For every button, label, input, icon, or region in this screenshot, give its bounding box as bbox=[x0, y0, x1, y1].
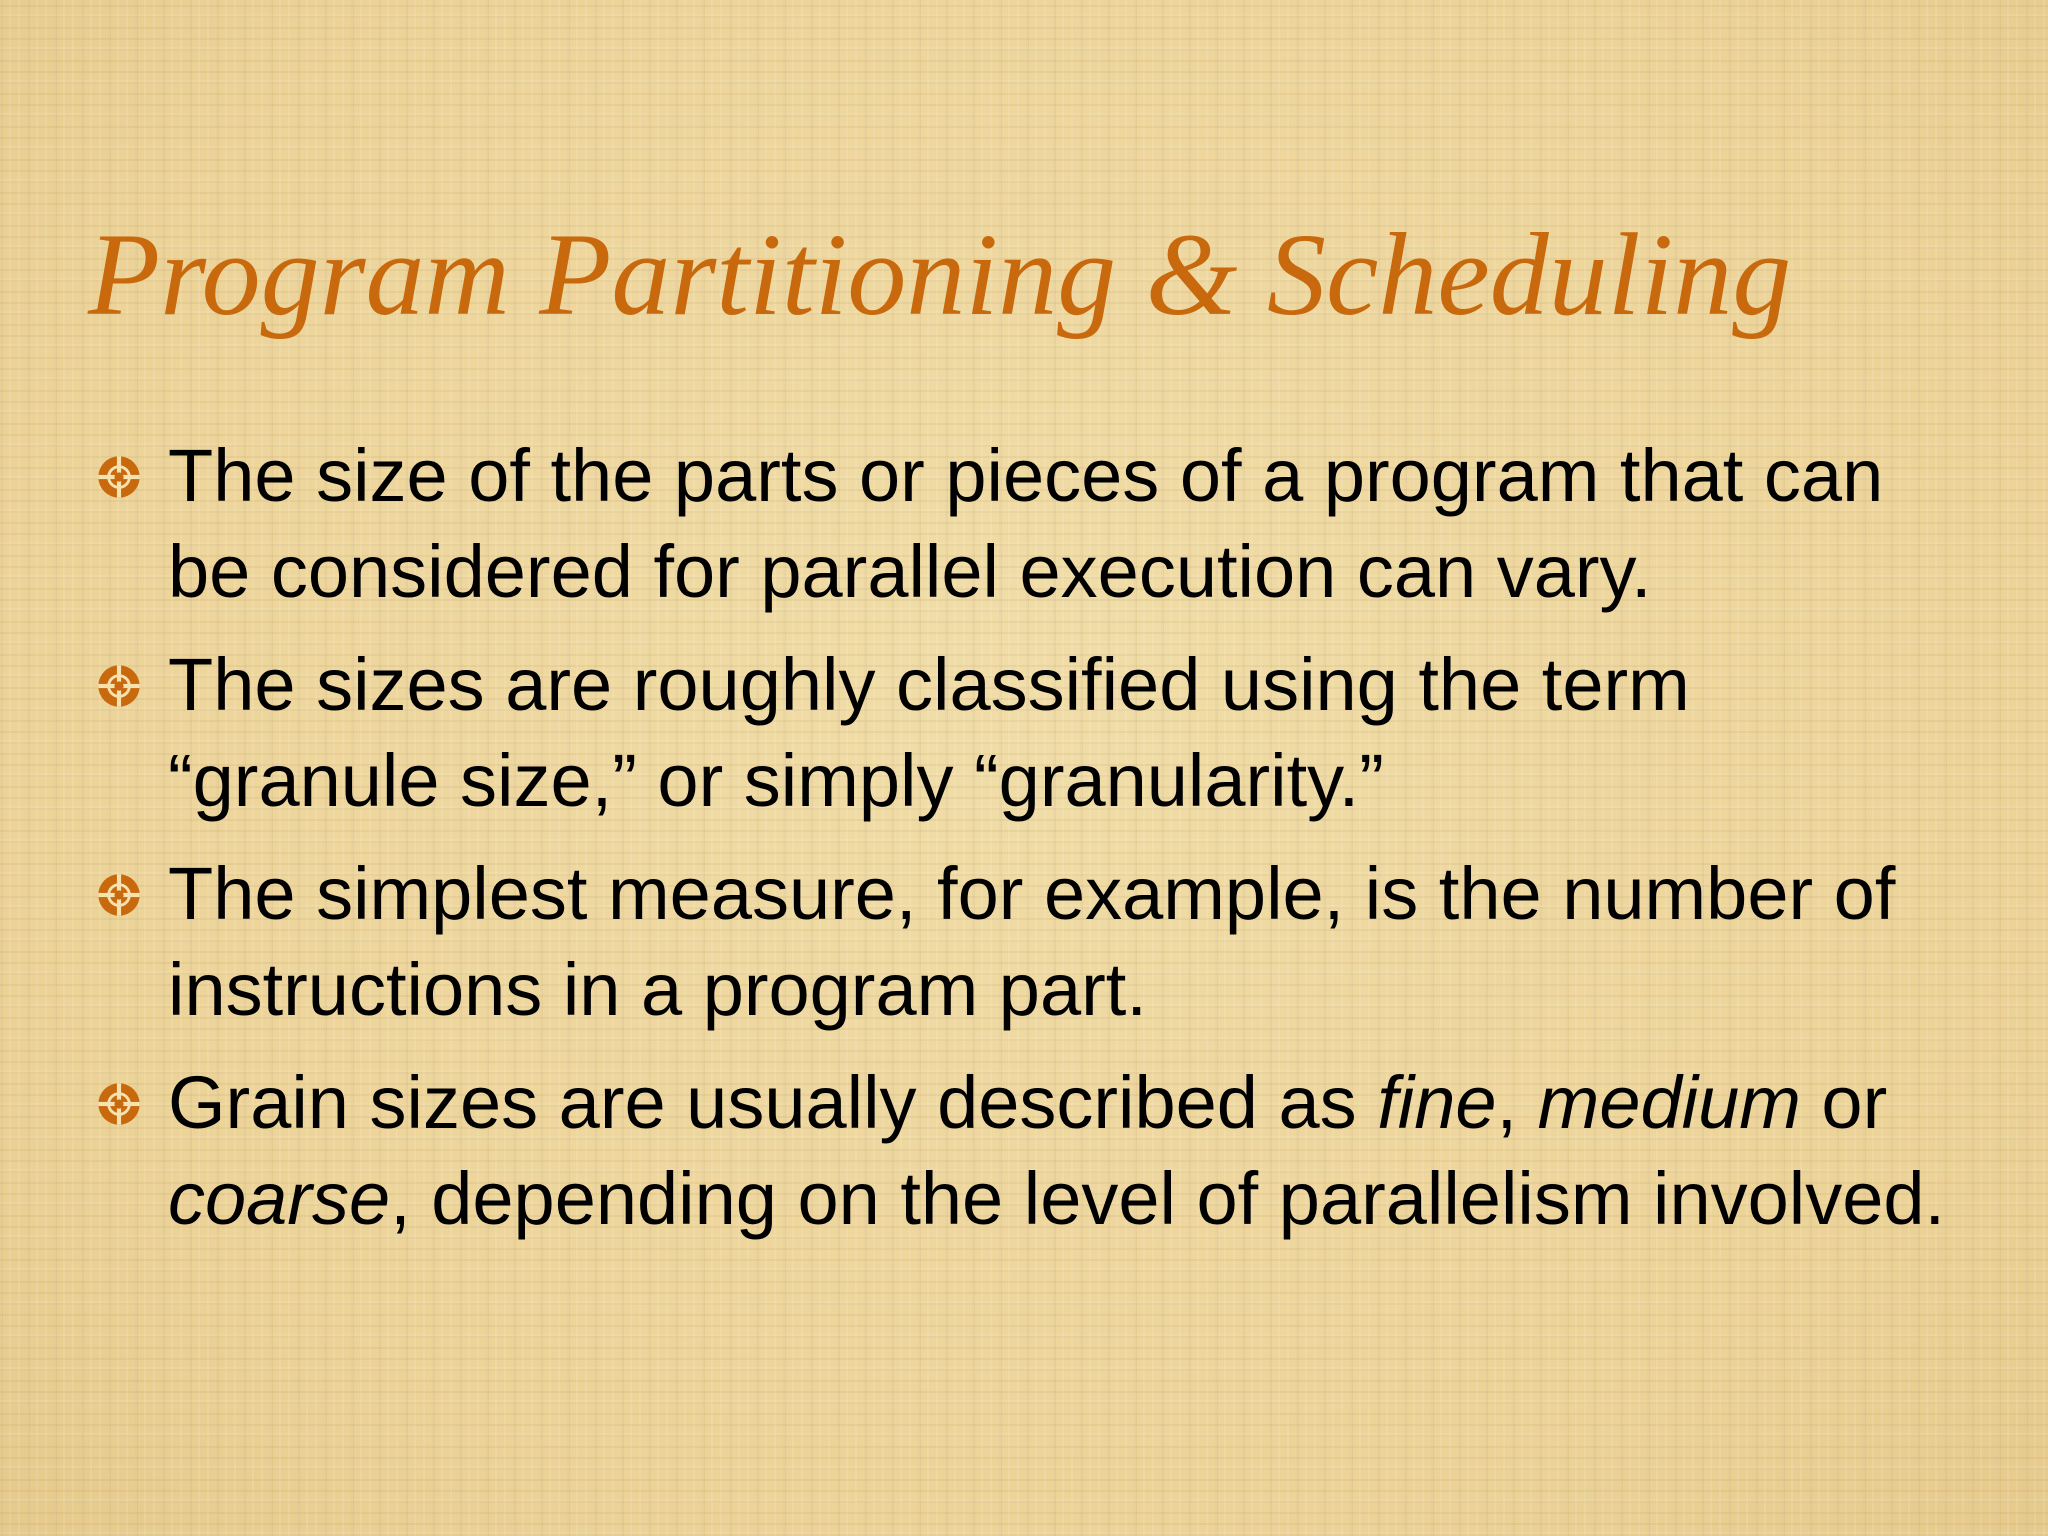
grain-size-coarse: coarse bbox=[168, 1157, 391, 1240]
bullet-text: The sizes are roughly classified using the term “granule size,” or simply “granularity.” bbox=[168, 643, 1690, 822]
bullet-item bbox=[96, 846, 1976, 1038]
bullet-item bbox=[96, 428, 1976, 620]
bullet-text bbox=[168, 1061, 1945, 1240]
orange-cross-circle-bullet-icon bbox=[96, 454, 142, 500]
bullet-item bbox=[96, 637, 1976, 829]
grain-size-medium: medium bbox=[1537, 1061, 1801, 1144]
orange-cross-circle-bullet-icon bbox=[96, 663, 142, 709]
bullet-text: The size of the parts or pieces of a program that can be considered for parallel execution can vary. bbox=[168, 434, 1884, 613]
orange-cross-circle-bullet-icon bbox=[96, 872, 142, 918]
bullet-text-run: or bbox=[1800, 1061, 1888, 1144]
orange-cross-circle-bullet-icon bbox=[96, 1081, 142, 1127]
grain-size-fine: fine bbox=[1377, 1061, 1497, 1144]
bullet-list bbox=[96, 428, 1976, 1264]
bullet-text-run: , depending on the level of parallelism involved. bbox=[390, 1157, 1946, 1240]
bullet-item bbox=[96, 1055, 1976, 1247]
bullet-text-run: Grain sizes are usually described as bbox=[168, 1061, 1378, 1144]
bullet-text: The simplest measure, for example, is the number of instructions in a program part. bbox=[168, 852, 1896, 1031]
bullet-text-run: , bbox=[1496, 1061, 1538, 1144]
slide-title: Program Partitioning & Scheduling bbox=[88, 209, 1792, 340]
